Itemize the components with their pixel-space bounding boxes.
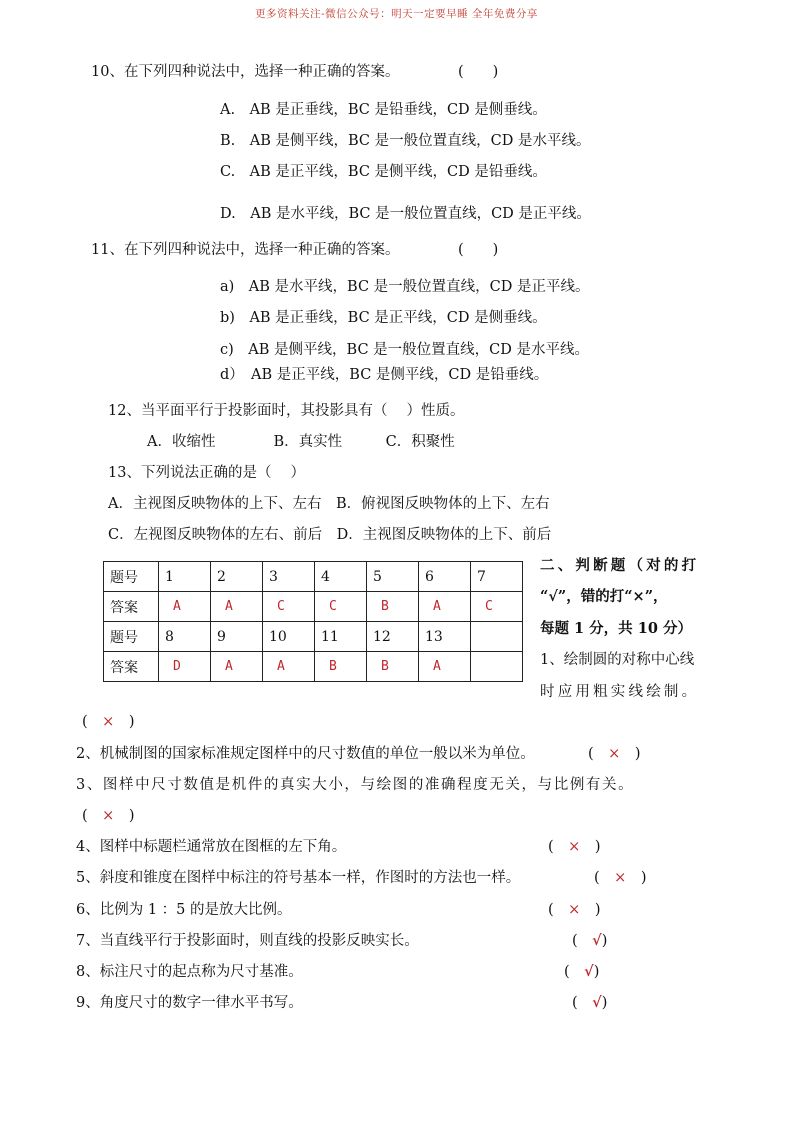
q10-option-b: B. AB 是侧平线，BC 是一般位置直线，CD 是水平线。 [220, 133, 591, 149]
tf5-answer: ( × ) [594, 870, 647, 886]
q11-option-d: d） AB 是正平线，BC 是侧平线，CD 是铅垂线。 [220, 367, 549, 383]
question-number: 6 [419, 562, 471, 592]
q10-option-c: C. AB 是正平线，BC 是侧平线，CD 是铅垂线。 [220, 164, 547, 180]
tf4-text: 4、图样中标题栏通常放在图框的左下角。 [76, 839, 347, 855]
q10-stem: 10、在下列四种说法中，选择一种正确的答案。 [91, 64, 400, 80]
answer-cell [471, 652, 523, 682]
question-number: 11 [315, 622, 367, 652]
tf7-answer: ( √) [572, 932, 608, 949]
q10-answer-paren: ( ) [458, 64, 499, 80]
answer-cell: B [367, 652, 419, 682]
tf6-text: 6、比例为 1 ：5 的是放大比例。 [76, 902, 292, 918]
tf3-answer: ( × ) [82, 808, 135, 824]
check-mark-icon: √ [584, 963, 594, 980]
question-number: 1 [159, 562, 211, 592]
tf8-text: 8、标注尺寸的起点称为尺寸基准。 [76, 964, 303, 980]
table-row [104, 592, 523, 622]
answer-cell: B [315, 652, 367, 682]
q10-option-a: A. AB 是正垂线，BC 是铅垂线，CD 是侧垂线。 [220, 102, 547, 118]
tf1-answer: ( × ) [82, 714, 135, 730]
question-number: 12 [367, 622, 419, 652]
question-number: 3 [263, 562, 315, 592]
page-header: 更多资料关注-微信公众号：明天一定要早睡 全年免费分享 [255, 8, 538, 20]
section2-title-line1: 二、判断题（对的打 [540, 557, 700, 574]
q13-options-line1: A．主视图反映物体的上下、左右 B．俯视图反映物体的上下、左右 [108, 496, 550, 512]
q13-options-line2: C．左视图反映物体的左右、前后 D．主视图反映物体的上下、前后 [108, 527, 552, 543]
q10-option-d: D. AB 是水平线，BC 是一般位置直线，CD 是正平线。 [220, 206, 591, 222]
cross-mark-icon: × [102, 714, 115, 730]
question-number: 13 [419, 622, 471, 652]
answer-cell: C [263, 592, 315, 622]
q11-option-a: a) AB 是水平线，BC 是一般位置直线，CD 是正平线。 [220, 279, 590, 295]
answer-cell: B [367, 592, 419, 622]
table-row [104, 622, 523, 652]
q11-option-b: b) AB 是正垂线，BC 是正平线，CD 是侧垂线。 [220, 310, 547, 326]
table-row [104, 562, 523, 592]
answer-cell: A [211, 592, 263, 622]
q11-stem: 11、在下列四种说法中，选择一种正确的答案。 [91, 242, 400, 258]
cross-mark-icon: × [568, 839, 581, 855]
q11-answer-paren: ( ) [458, 242, 499, 258]
answer-cell: A [211, 652, 263, 682]
table-row [104, 652, 523, 682]
tf1-line2: 时应用粗实线绘制。 [540, 684, 700, 700]
tf4-answer: ( × ) [548, 839, 601, 855]
tf9-text: 9、角度尺寸的数字一律水平书写。 [76, 995, 303, 1011]
row-label-question: 题号 [104, 562, 159, 592]
q11-option-c: c) AB 是侧平线，BC 是一般位置直线，CD 是水平线。 [220, 342, 589, 358]
tf7-text: 7、当直线平行于投影面时，则直线的投影反映实长。 [76, 933, 419, 949]
answer-cell: A [419, 652, 471, 682]
cross-mark-icon: × [608, 746, 621, 762]
answer-cell: D [159, 652, 211, 682]
row-label-answer: 答案 [104, 652, 159, 682]
question-number: 5 [367, 562, 419, 592]
question-number: 4 [315, 562, 367, 592]
row-label-question: 题号 [104, 622, 159, 652]
cross-mark-icon: × [568, 902, 581, 918]
row-label-answer: 答案 [104, 592, 159, 622]
tf5-text: 5、斜度和锥度在图样中标注的符号基本一样，作图时的方法也一样。 [76, 870, 521, 886]
tf3-text: 3、图样中尺寸数值是机件的真实大小，与绘图的准确程度无关，与比例有关。 [76, 777, 635, 793]
q13-stem: 13、下列说法正确的是（ ） [108, 465, 306, 481]
cross-mark-icon: × [102, 808, 115, 824]
answer-table [103, 561, 523, 682]
tf2-answer: ( × ) [588, 746, 641, 762]
answer-cell: C [315, 592, 367, 622]
tf6-answer: ( × ) [548, 902, 601, 918]
question-number: 2 [211, 562, 263, 592]
tf1-line1: 1、绘制圆的对称中心线 [540, 652, 695, 668]
tf2-text: 2、机械制图的国家标准规定图样中的尺寸数值的单位一般以米为单位。 [76, 746, 535, 762]
question-number [471, 622, 523, 652]
tf8-answer: ( √) [564, 963, 600, 980]
answer-cell: C [471, 592, 523, 622]
check-mark-icon: √ [592, 994, 602, 1011]
q12-stem: 12、当平面平行于投影面时，其投影具有（ ）性质。 [108, 403, 465, 419]
check-mark-icon: √ [592, 932, 602, 949]
cross-mark-icon: × [614, 870, 627, 886]
q12-options: A．收缩性 B．真实性 C．积聚性 [147, 434, 455, 450]
section2-title-line2: “√”，错的打“×”， [540, 588, 668, 605]
answer-cell: A [159, 592, 211, 622]
question-number: 9 [211, 622, 263, 652]
section2-title-line3: 每题 1 分，共 10 分） [540, 620, 692, 637]
tf9-answer: ( √) [572, 994, 608, 1011]
answer-cell: A [419, 592, 471, 622]
question-number: 8 [159, 622, 211, 652]
question-number: 10 [263, 622, 315, 652]
answer-cell: A [263, 652, 315, 682]
question-number: 7 [471, 562, 523, 592]
